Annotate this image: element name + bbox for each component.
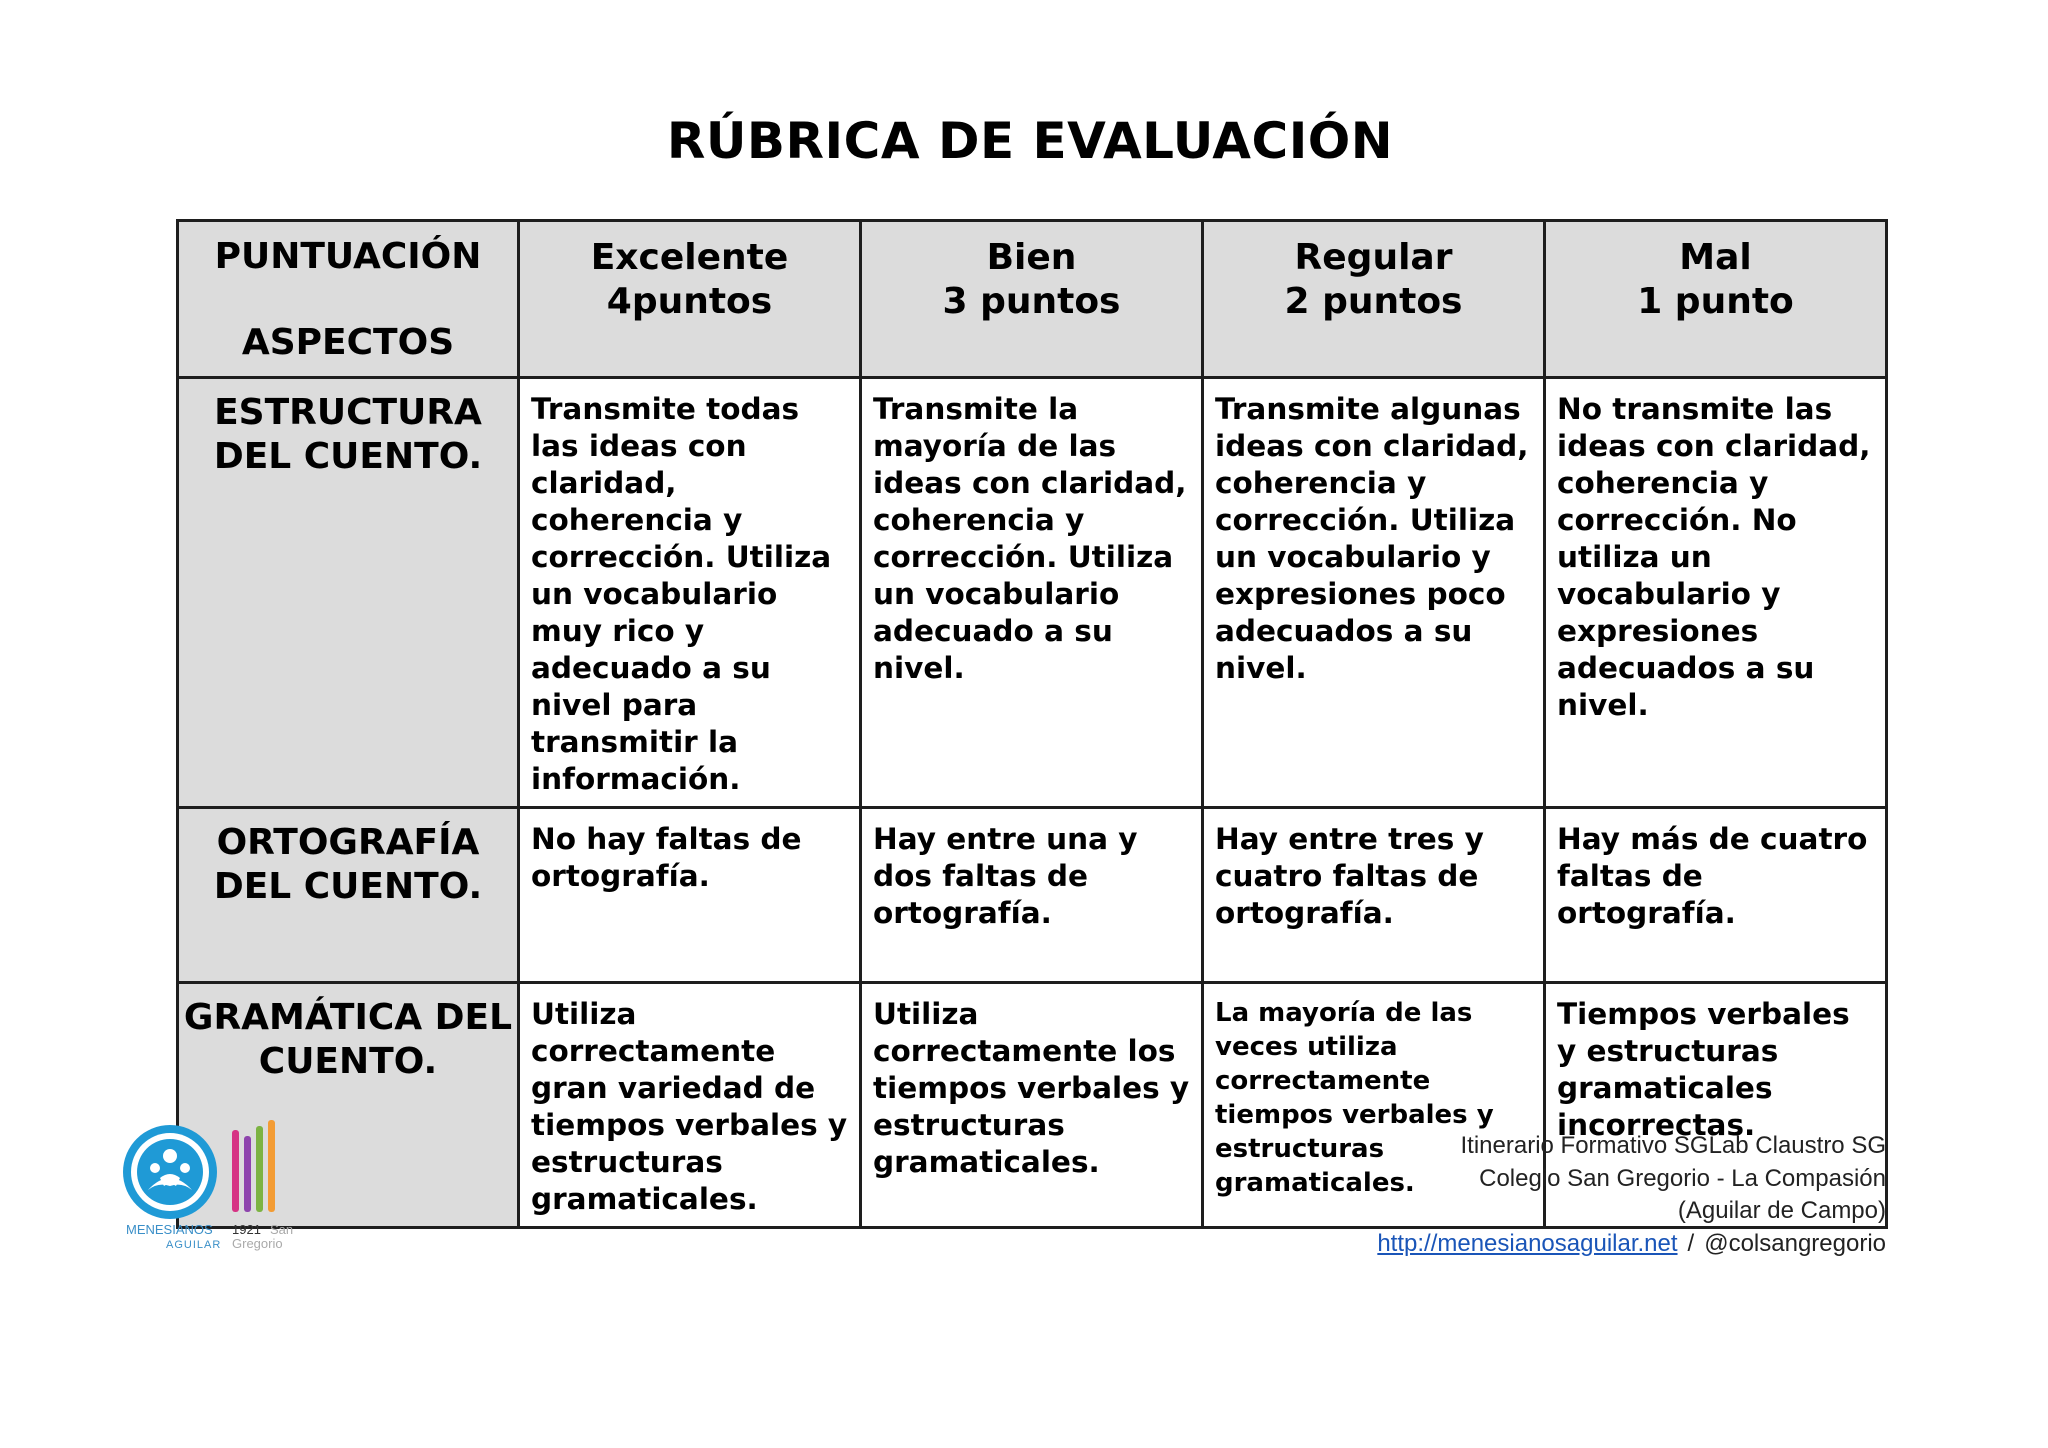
level-header-mal xyxy=(1545,221,1887,378)
header-row xyxy=(178,221,1887,378)
level-name: Mal xyxy=(1679,237,1752,278)
logo-text-san: San xyxy=(270,1222,294,1237)
logo-bar-orange xyxy=(268,1120,275,1212)
criterion-cell: Hay entre una y dos faltas de ortografía. xyxy=(861,808,1203,983)
footer-line-location: (Aguilar de Campo) xyxy=(1677,1197,1886,1224)
aspect-label: ESTRUCTURA DEL CUENTO. xyxy=(178,378,519,808)
criterion-cell: Tiempos verbales y estructuras gramaticales incorrectas. xyxy=(1545,983,1887,1228)
footer-line-colegio: Colegio San Gregorio - La Compasión xyxy=(1479,1164,1886,1192)
criterion-cell: No transmite las ideas con claridad, coherencia y corrección. No utiliza un vocabulario y expresiones adecuados a su nivel. xyxy=(1545,378,1887,808)
table-row-ortografia xyxy=(178,808,1887,983)
corner-bottom-label: ASPECTOS xyxy=(241,322,455,363)
aspect-label: ORTOGRAFÍA DEL CUENTO. xyxy=(178,808,519,983)
criterion-cell: Utiliza correctamente gran variedad de tiempos verbales y estructuras gramaticales. xyxy=(519,983,861,1228)
level-header-regular xyxy=(1203,221,1545,378)
logo-bar-green xyxy=(256,1126,263,1212)
website-link[interactable]: http://menesianosaguilar.net xyxy=(1377,1229,1678,1257)
rubric-table xyxy=(176,219,1888,1229)
criterion-cell: Transmite algunas ideas con claridad, coherencia y corrección. Utiliza un vocabulario y expresiones poco adecuados a su nivel. xyxy=(1203,378,1545,808)
corner-header xyxy=(178,221,519,378)
logo-bar-purple xyxy=(244,1136,251,1212)
logo-text-menesianos: MENESIANOS xyxy=(126,1222,213,1237)
level-points: 1 punto xyxy=(1637,281,1794,322)
social-handle: @colsangregorio xyxy=(1704,1229,1886,1257)
level-name: Regular xyxy=(1294,237,1453,278)
logo-text-year: 1921 xyxy=(232,1222,261,1237)
logo-bar-magenta xyxy=(232,1130,239,1212)
footer-line-itinerario: Itinerario Formativo SGLab Claustro SG xyxy=(1460,1132,1886,1159)
criterion-cell: Utiliza correctamente los tiempos verbales y estructuras gramaticales. xyxy=(861,983,1203,1228)
footer-info xyxy=(1377,1130,1886,1260)
level-points: 4puntos xyxy=(606,281,773,322)
level-points: 2 puntos xyxy=(1284,281,1463,322)
footer-line-contact xyxy=(1377,1228,1886,1261)
level-name: Excelente xyxy=(590,237,789,278)
level-header-bien xyxy=(861,221,1203,378)
criterion-cell: Transmite todas las ideas con claridad, coherencia y corrección. Utiliza un vocabulario muy rico y adecuado a su nivel para transmitir la información. xyxy=(519,378,861,808)
criterion-cell: Transmite la mayoría de las ideas con claridad, coherencia y corrección. Utiliza un vocabulario adecuado a su nivel. xyxy=(861,378,1203,808)
table-row-estructura xyxy=(178,378,1887,808)
criterion-cell: Hay más de cuatro faltas de ortografía. xyxy=(1545,808,1887,983)
logo-text-aguilar: AGUILAR xyxy=(166,1239,222,1251)
page-title: RÚBRICA DE EVALUACIÓN xyxy=(666,112,1394,170)
level-name: Bien xyxy=(986,237,1077,278)
criterion-cell: Hay entre tres y cuatro faltas de ortografía. xyxy=(1203,808,1545,983)
aspect-label: GRAMÁTICA DEL CUENTO. xyxy=(178,983,519,1228)
school-logo xyxy=(120,1120,310,1260)
logo-text-gregorio: Gregorio xyxy=(232,1236,283,1251)
logo-inner-circle xyxy=(137,1139,203,1205)
criterion-cell: No hay faltas de ortografía. xyxy=(519,808,861,983)
footer-separator: / xyxy=(1687,1229,1695,1257)
corner-top-label: PUNTUACIÓN xyxy=(214,236,482,277)
level-points: 3 puntos xyxy=(942,281,1121,322)
criterion-cell: La mayoría de las veces utiliza correctamente tiempos verbales y estructuras gramaticales. xyxy=(1203,983,1545,1228)
level-header-excelente xyxy=(519,221,861,378)
